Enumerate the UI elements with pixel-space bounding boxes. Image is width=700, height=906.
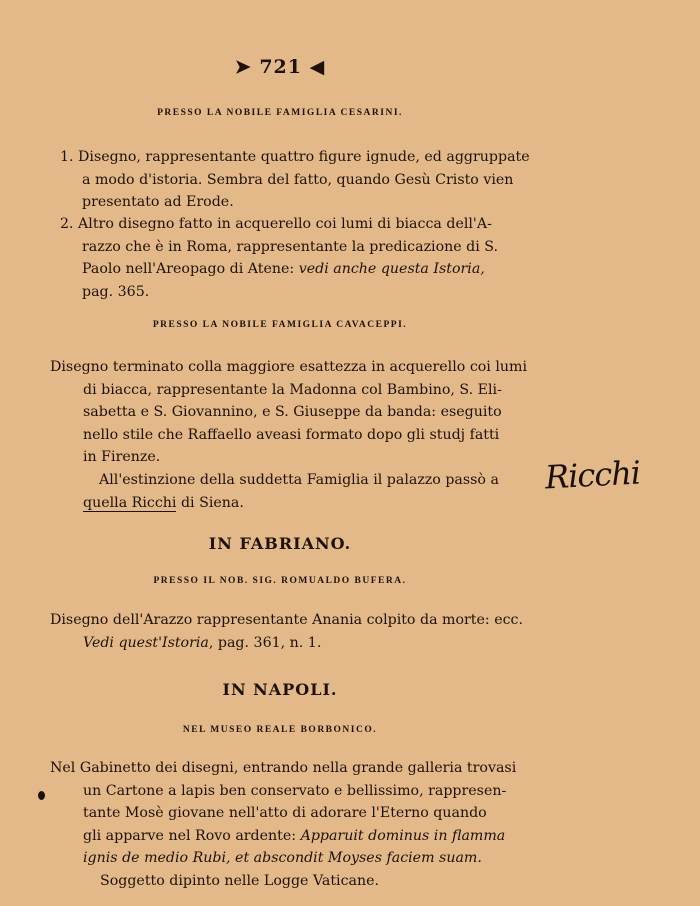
ink-mark (38, 791, 45, 800)
text-line: sabetta e S. Giovannino, e S. Giuseppe da banda: eseguito (83, 404, 502, 421)
entry-napoli (50, 757, 516, 893)
text-line: 1. Disegno, rappresentante quattro figure ignude, ed aggruppate (60, 149, 530, 165)
text-line: Soggetto dipinto nelle Logge Vaticane. (100, 872, 380, 889)
underlined-text: quella Ricchi (83, 494, 177, 511)
italic-reference: Vedi quest'Istoria (83, 634, 209, 651)
text-line: nello stile che Raffaello aveasi formato dopo gli studj fatti (83, 426, 500, 443)
text-line: 2. Altro disegno fatto in acquerello coi lumi di biacca dell'A- (60, 216, 492, 232)
text-line: di Siena. (180, 494, 244, 511)
text-line: razzo che è in Roma, rappresentante la predicazione di S. (82, 238, 499, 255)
handwritten-margin-note: Ricchi (544, 453, 641, 497)
text-line: di biacca, rappresentante la Madonna col Bambino, S. Eli- (83, 381, 502, 398)
page-number: ➤ 721 ◀ (234, 56, 326, 78)
italic-reference: vedi anche questa Istoria, (298, 261, 485, 278)
italic-quote: Apparuit dominus in flamma (300, 827, 506, 844)
text-line: Nel Gabinetto dei disegni, entrando nella grande galleria trovasi (50, 760, 517, 776)
entry-estinzione (83, 469, 499, 514)
section-heading-bufera: PRESSO IL NOB. SIG. ROMUALDO BUFERA. (153, 576, 407, 586)
text-line: pag. 365. (82, 283, 150, 300)
italic-quote: ignis de medio Rubi, et abscondit Moyses faciem suam. (83, 850, 482, 867)
entry-2 (60, 213, 498, 303)
text-line: All'estinzione della suddetta Famiglia il palazzo passò a (99, 472, 499, 488)
entry-fabriano (50, 609, 523, 654)
section-heading-cesarini: PRESSO LA NOBILE FAMIGLIA CESARINI. (157, 108, 403, 118)
place-heading-fabriano: IN FABRIANO. (208, 534, 352, 553)
text-line: Paolo nell'Areopago di Atene: (82, 261, 295, 278)
text-line: presentato ad Erode. (82, 194, 234, 211)
text-line: tante Mosè giovane nell'atto di adorare l'Eterno quando (83, 805, 487, 822)
entry-1 (60, 146, 530, 214)
text-line: gli apparve nel Rovo ardente: (83, 827, 297, 844)
entry-cavaceppi (50, 356, 527, 469)
place-heading-napoli: IN NAPOLI. (222, 680, 338, 699)
text-line: in Firenze. (83, 449, 161, 466)
section-heading-borbonico: NEL MUSEO REALE BORBONICO. (182, 725, 378, 735)
text-line: Disegno dell'Arazzo rappresentante Anania colpito da morte: ecc. (50, 612, 523, 628)
text-line: un Cartone a lapis ben conservato e bellissimo, rappresen- (83, 782, 507, 799)
section-heading-cavaceppi: PRESSO LA NOBILE FAMIGLIA CAVACEPPI. (152, 320, 408, 330)
text-line: a modo d'istoria. Sembra del fatto, quando Gesù Cristo vien (82, 171, 514, 188)
text-line: Disegno terminato colla maggiore esattezza in acquerello coi lumi (50, 359, 528, 375)
text-line: , pag. 361, n. 1. (208, 634, 322, 651)
